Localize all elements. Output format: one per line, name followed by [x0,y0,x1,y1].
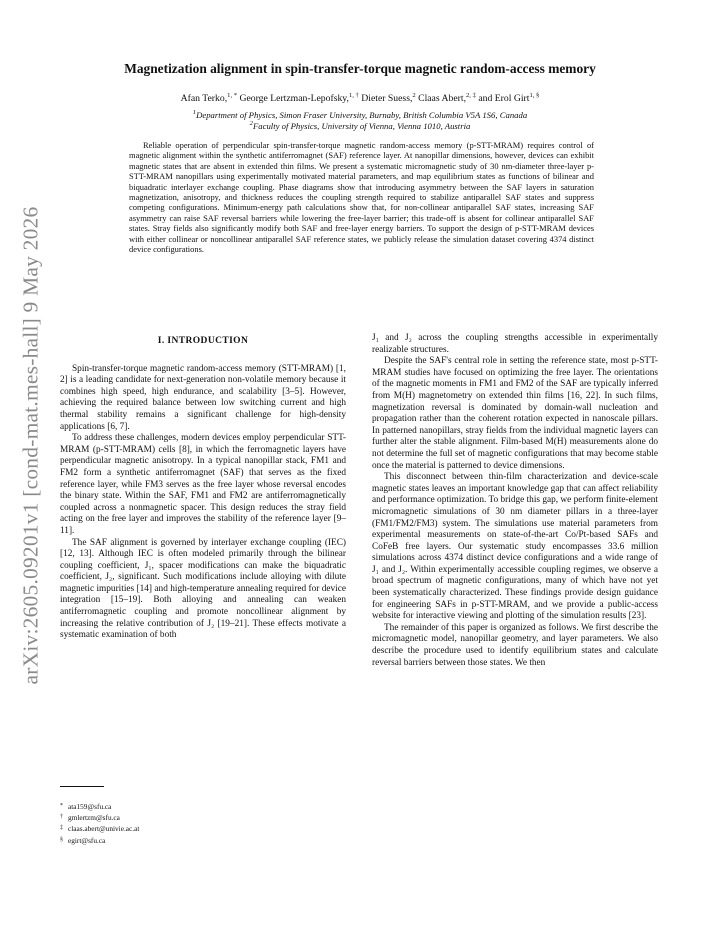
footnotes [60,801,340,846]
paragraph: Despite the SAF's central role in setting the reference state, most p-STT-MRAM studies have focused on optimizing the free layer. The orientations of the magnetic moments in FM1 and FM2 of the SAF are typically inferred from M(H) magnetometry on extended thin films [16, 22]. In such films, magnetization reversal is dominated by domain-wall nucleation and propagation rather than the coherent rotation expected in nanoscale pillars. In patterned nanopillars, stray fields from the individual magnetic layers can further alter the stable alignment. Film-based M(H) measurements alone do not determine the full set of magnetic configurations that may become stable once the material is patterned to device dimensions. [372,356,658,471]
affiliation-text: Department of Physics, Simon Fraser University, Burnaby, British Columbia V5A 1S6, Canada [196,110,528,120]
paragraph: J₁ and J₂ across the coupling strengths accessible in experimentally realizable structures. [372,333,658,355]
email-link[interactable]: egirt@sfu.ca [68,835,106,845]
paper-title: Magnetization alignment in spin-transfer-torque magnetic random-access memory [124,61,596,76]
paragraph: The SAF alignment is governed by interlayer exchange coupling (IEC) [12, 13]. Although IEC is often modeled primarily through the bilinear coupling coefficient, J₁, spacer modifications can make the biquadratic coefficient, J₂, significant. Such modifications include alloying with dilute magnetic impurities [14] and high-temperature annealing required for device integration [15–19]. Both alloying and annealing can weaken antiferromagnetic coupling and promote noncollinear alignment by increasing the relative contribution of J₂ [19–21]. These effects motivate a systematic examination of both [60,537,346,641]
affiliation-mark: 1 [192,109,197,117]
footnote-mark: ‡ [60,825,63,832]
affiliation-1 [60,110,660,120]
author-name: Claas Abert, [418,93,466,104]
affiliation-mark: 2 [249,120,253,128]
author-list [60,93,660,104]
email-link[interactable]: ata159@sfu.ca [68,802,112,811]
footnote-email [60,812,340,823]
author-marks: 1, † [348,91,359,99]
footnote-mark: § [60,836,63,843]
footnote-mark: * [60,803,63,809]
abstract: Reliable operation of perpendicular spin-transfer-torque magnetic random-access memory (p-STT-MRAM) requires control of magnetic alignment within the synthetic antiferromagnet (SAF) reference layer. At nanopillar dimensions, however, devices can exhibit magnetic states that are absent in extended thin films. We present a systematic micromagnetic study of 30 nm-diameter three-layer p-STT-MRAM nanopillars using experimentally motivated material parameters, and map equilibrium states as functions of bilinear and biquadratic interlayer exchange coupling. Phase diagrams show that introducing asymmetry between the SAF layers in saturation magnetization, anisotropy, and thickness reduces the coupling strength required to stabilize antiparallel SAF states and suppress competing configurations. Minimum-energy path calculations show that, for non-collinear antiparallel SAF states, increasing SAF asymmetry can raise SAF reversal barriers while lowering the free-layer barrier; this trade-off is absent for collinear antiparallel SAF states. Stray fields also significantly modify both SAF and free-layer energy barriers. To support the design of p-STT-MRAM devices with either collinear or noncollinear antiparallel SAF reference states, we publicly release the simulation dataset covering 4374 distinct device configurations. [129,140,594,255]
author-marks: 1, § [529,91,540,99]
paragraph: This disconnect between thin-film characterization and device-scale magnetic states leaves an important knowledge gap that can affect reliability and performance optimization. To bridge this gap, we perform finite-element micromagnetic simulations of 30 nm diameter pillars in a three-layer (FM1/FM2/FM3) system. The simulations use material parameters from experimental measurements on state-of-the-art Co/Pt-based SAFs and CoFeB free layers. Our systematic study encompasses 33.6 million simulations across 4374 distinct device configurations and a wide range of J₁ and J₂. Within experimentally accessible coupling regimes, we observe a broad spectrum of magnetic configurations, many of which have not yet been systematically characterized. These findings provide design guidance for engineering SAFs in p-STT-MRAM, and we provide a public-access website for interactive viewing and plotting of the simulation results [23]. [372,472,658,622]
arxiv-identifier[interactable]: arXiv:2605.09201v1 [cond-mat.mes-hall] 9 May 2026 [18,206,43,684]
author-marks: 2, ‡ [466,91,476,99]
email-link[interactable]: gmlertzm@sfu.ca [68,813,120,823]
email-link[interactable]: claas.abert@univie.ac.at [68,824,140,834]
author-marks: 2 [412,91,416,99]
arxiv-sidebar-stamp [18,206,44,684]
right-column [372,333,658,669]
footnote-email [60,835,340,846]
paragraph: To address these challenges, modern devices employ perpendicular STT-MRAM (p-STT-MRAM) cells [8], in which the ferromagnetic layers have perpendicular magnetic anisotropy. In a typical nanopillar stack, FM1 and FM2 form a synthetic antiferromagnet (SAF) that serves as the fixed reference layer, while FM3 serves as the free layer whose reversal encodes the binary state. Within the SAF, FM1 and FM2 are antiferromagnetically coupled across a nonmagnetic spacer. This design reduces the stray field acting on the free layer and improves the stability of the reference layer [9–11]. [60,433,346,536]
author-name: Afan Terko, [180,93,228,104]
author-name: George Lertzman-Lepofsky, [239,93,349,104]
footnote-email [60,801,340,812]
author-marks: 1, * [227,91,238,99]
affiliation-2 [60,121,660,131]
footnote-divider [60,786,104,787]
footnote-mark: † [60,814,63,821]
author-name: and Erol Girt [478,93,530,104]
author-name: Dieter Suess, [361,93,413,104]
section-heading: I. INTRODUCTION [157,336,249,346]
paragraph: Spin-transfer-torque magnetic random-access memory (STT-MRAM) [1, 2] is a leading candidate for next-generation non-volatile memory because it combines high speed, high endurance, and scalability [3–5]. However, achieving the required balance between low switching current and high thermal stability remains a significant challenge for high-density applications [6, 7]. [60,363,346,432]
affiliation-text: Faculty of Physics, University of Vienna, Vienna 1010, Austria [252,121,471,131]
footnote-email [60,823,340,834]
paragraph: The remainder of this paper is organized as follows. We first describe the micromagnetic model, nanopillar geometry, and layer parameters. We also describe the procedure used to identify equilibrium states and calculate reversal barriers between those states. We then [372,622,658,668]
left-column [60,333,346,642]
